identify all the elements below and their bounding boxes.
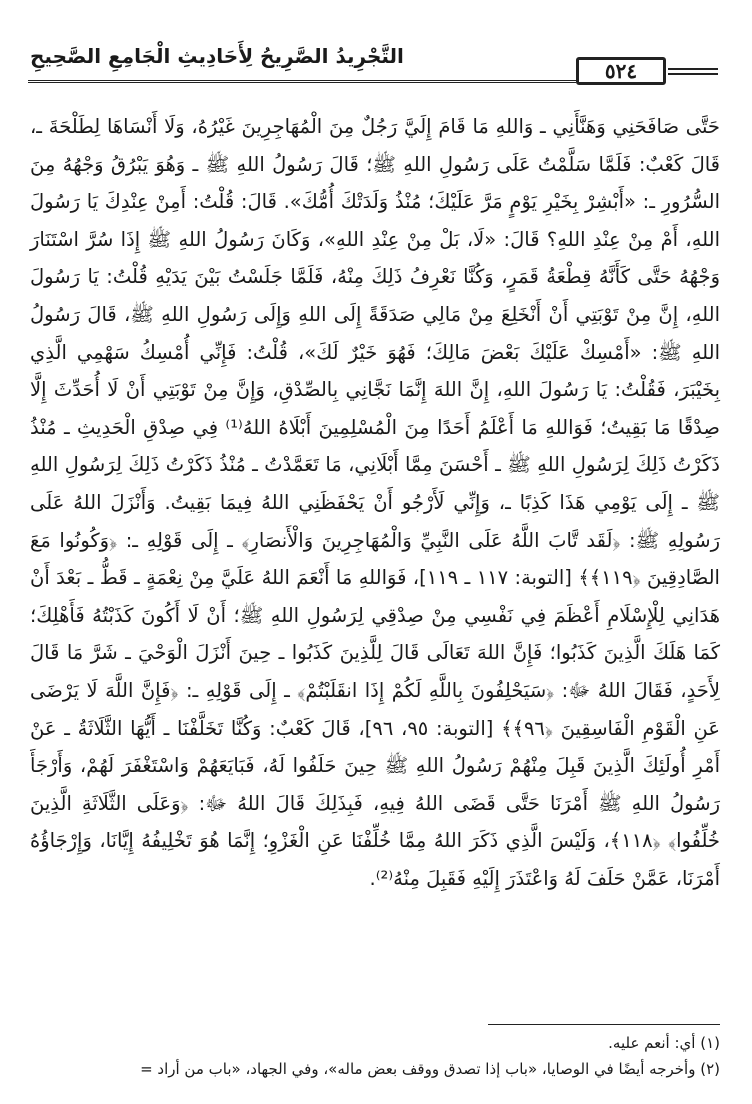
footnotes xyxy=(30,1030,720,1082)
footnote-2: (٢) وأخرجه أيضًا في الوصايا، «باب إذا تصدق ووقف بعض ماله»، وفي الجهاد، «باب من أراد = xyxy=(140,1060,720,1078)
page-header xyxy=(0,0,752,92)
book-title: التَّجْرِيدُ الصَّرِيحُ لِأَحَادِيثِ الْجَامِعِ الصَّحِيحِ xyxy=(30,44,404,68)
main-text xyxy=(30,108,720,897)
footnote-1: (١) أي: أنعم عليه. xyxy=(608,1034,720,1052)
hadith-text: حَتَّى صَافَحَنِي وَهَنَّأَنِي ـ وَاللهِ مَا قَامَ إِلَيَّ رَجُلٌ مِنَ الْمُهَاجِرِينَ غَيْرُهُ، وَلَا أَنْسَاهَا لِطَلْحَةَ ـ، قَالَ كَعْبٌ: فَلَمَّا سَلَّمْتُ عَلَى رَسُولِ اللهِ ﷺ؛ قَالَ رَسُولُ اللهِ ﷺ ـ وَهُوَ يَبْرُقُ وَجْهُهُ مِنَ السُّرُورِ ـ: «أَبْشِرْ بِخَيْرِ يَوْمٍ مَرَّ عَلَيْكَ؛ مُنْذُ وَلَدَتْكَ أُمُّكَ». قَالَ: قُلْتُ: أَمِنْ عِنْدِكَ يَا رَسُولَ اللهِ، أَمْ مِنْ عِنْدِ اللهِ؟ قَالَ: «لَا، بَلْ مِنْ عِنْدِ اللهِ»، وَكَانَ رَسُولُ اللهِ ﷺ إِذَا سُرَّ اسْتَنَارَ وَجْهُهُ حَتَّى كَأَنَّهُ قِطْعَةُ قَمَرٍ، وَكُنَّا نَعْرِفُ ذَلِكَ مِنْهُ، فَلَمَّا جَلَسْتُ بَيْنَ يَدَيْهِ قُلْتُ: يَا رَسُولَ اللهِ، إِنَّ مِنْ تَوْبَتِي أَنْ أَنْخَلِعَ مِنْ مَالِي صَدَقَةً إِلَى اللهِ وَإِلَى رَسُولِ اللهِ ﷺ، قَالَ رَسُولُ اللهِ ﷺ: «أَمْسِكْ عَلَيْكَ بَعْضَ مَالِكَ؛ فَهُوَ خَيْرٌ لَكَ»، قُلْتُ: فَإِنِّي أُمْسِكُ سَهْمِي الَّذِي بِخَيْبَرَ، فَقُلْتُ: يَا رَسُولَ اللهِ، إِنَّ اللهَ إِنَّمَا نَجَّانِي بِالصِّدْقِ، وَإِنَّ مِنْ تَوْبَتِي أَنْ لَا أُحَدِّثَ إِلَّا صِدْقًا مَا بَقِيتُ؛ فَوَاللهِ مَا أَعْلَمُ أَحَدًا مِنَ الْمُسْلِمِينَ أَبْلَاهُ اللهُ⁽¹⁾ فِي صِدْقِ الْحَدِيثِ ـ مُنْذُ ذَكَرْتُ ذَلِكَ لِرَسُولِ اللهِ ﷺ ـ أَحْسَنَ مِمَّا أَبْلَانِي، مَا تَعَمَّدْتُ ـ مُنْذُ ذَكَرْتُ ذَلِكَ لِرَسُولِ اللهِ ﷺ ـ إِلَى يَوْمِي هَذَا كَذِبًا ـ، وَإِنِّي لَأَرْجُو أَنْ يَحْفَظَنِي اللهُ فِيمَا بَقِيتُ. وَأَنْزَلَ اللهُ عَلَى رَسُولِهِ ﷺ: ﴿لَقَد تَّابَ اللَّهُ عَلَى النَّبِيِّ وَالْمُهَاجِرِينَ وَالْأَنصَارِ﴾ ـ إِلَى قَوْلِهِ ـ: ﴿وَكُونُوا مَعَ الصَّادِقِينَ ﴿١١٩﴾﴾ [التوبة: ١١٧ ـ ١١٩]، فَوَاللهِ مَا أَنْعَمَ اللهُ عَلَيَّ مِنْ نِعْمَةٍ ـ قَطُّ ـ بَعْدَ أَنْ هَدَانِي لِلْإِسْلَامِ أَعْظَمَ فِي نَفْسِي مِنْ صِدْقِي لِرَسُولِ اللهِ ﷺ؛ أَنْ لَا أَكُونَ كَذَبْتُهُ فَأَهْلِكَ؛ كَمَا هَلَكَ الَّذِينَ كَذَبُوا؛ فَإِنَّ اللهَ تَعَالَى قَالَ لِلَّذِينَ كَذَبُوا ـ حِينَ أَنْزَلَ الْوَحْيَ ـ شَرَّ مَا قَالَ لِأَحَدٍ، فَقَالَ اللهُ ﷻ: ﴿سَيَحْلِفُونَ بِاللَّهِ لَكُمْ إِذَا انقَلَبْتُمْ﴾ ـ إِلَى قَوْلِهِ ـ: ﴿فَإِنَّ اللَّهَ لَا يَرْضَى عَنِ الْقَوْمِ الْفَاسِقِينَ ﴿٩٦﴾﴾ [التوبة: ٩٥، ٩٦]، قَالَ كَعْبٌ: وَكُنَّا تَخَلَّفْنَا ـ أَيُّهَا الثَّلَاثَةُ ـ عَنْ أَمْرِ أُولَئِكَ الَّذِينَ قَبِلَ مِنْهُمْ رَسُولُ اللهِ ﷺ حِينَ حَلَفُوا لَهُ، فَبَايَعَهُمْ وَاسْتَغْفَرَ لَهُمْ، وَأَرْجَأَ رَسُولُ اللهِ ﷺ أَمْرَنَا حَتَّى قَضَى اللهُ فِيهِ، فَبِذَلِكَ قَالَ اللهُ ﷻ: ﴿وَعَلَى الثَّلَاثَةِ الَّذِينَ خُلِّفُوا﴾ ﴿١١٨﴾، وَلَيْسَ الَّذِي ذَكَرَ اللهُ مِمَّا خُلِّفْنَا عَنِ الْغَزْوِ؛ إِنَّمَا هُوَ تَخْلِيفُهُ إِيَّانَا، وَإِرْجَاؤُهُ أَمْرَنَا، عَمَّنْ حَلَفَ لَهُ وَاعْتَذَرَ إِلَيْهِ فَقَبِلَ مِنْهُ⁽²⁾. xyxy=(30,115,721,890)
footnote-divider xyxy=(488,1024,720,1025)
header-rule xyxy=(28,80,576,83)
page-number: ٥٢٤ xyxy=(576,57,666,85)
header-ornament xyxy=(668,68,718,75)
